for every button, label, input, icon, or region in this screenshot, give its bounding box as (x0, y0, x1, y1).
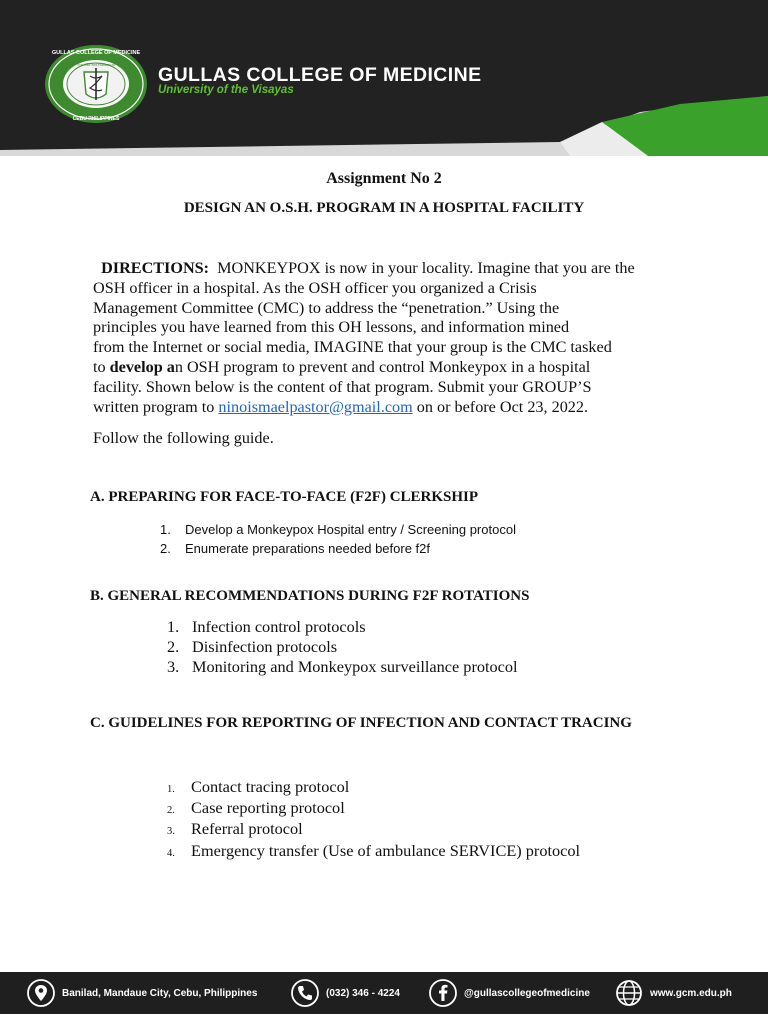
directions-line-8 (93, 398, 683, 418)
directions-line-4: principles you have learned from this OH lessons, and information mined (93, 318, 570, 337)
footer-social (428, 972, 590, 1014)
footer-website (614, 972, 732, 1014)
directions-text-1: MONKEYPOX is now in your locality. Imagine that you are the (217, 259, 635, 277)
phone-icon (290, 978, 320, 1008)
list-item-number: 4. (167, 847, 175, 859)
seal-ring-text-bottom: CEBU PHILIPPINES (72, 116, 120, 122)
list-item (167, 842, 580, 863)
college-seal-logo (44, 44, 148, 124)
section-c-list (167, 778, 580, 863)
directions-bold-develop: develop a (109, 357, 175, 376)
location-pin-icon (26, 978, 56, 1008)
list-item-text: Emergency transfer (Use of ambulance SERVICE) protocol (191, 840, 581, 860)
list-item-text: Monitoring and Monkeypox surveillance protocol (192, 657, 518, 676)
list-item-text: Contact tracing protocol (191, 777, 350, 796)
list-item-text: Enumerate preparations needed before f2f (185, 541, 431, 556)
section-a-heading: A. PREPARING FOR FACE-TO-FACE (F2F) CLERKSHIP (90, 489, 479, 505)
seal-ring-text-top: GULLAS COLLEGE OF MEDICINE (51, 50, 141, 56)
footer-social-text: @gullascollegeofmedicine (464, 987, 590, 999)
directions-line-3: Management Committee (CMC) to address the “penetration.” Using the (93, 298, 560, 317)
footer-website-text: www.gcm.edu.ph (650, 987, 732, 999)
directions-text-8b: on or before Oct 23, 2022. (412, 397, 589, 416)
college-subtitle: University of the Visayas (158, 84, 294, 96)
list-item (160, 520, 516, 539)
directions-paragraph (93, 259, 683, 417)
directions-text-8a: written program to (93, 397, 219, 416)
directions-label: DIRECTIONS: (101, 259, 210, 277)
list-item (167, 617, 518, 637)
list-item (167, 657, 518, 677)
follow-guide-text: Follow the following guide. (93, 429, 274, 447)
assignment-number: Assignment No 2 (326, 170, 442, 187)
footer-phone-text: (032) 346 - 4224 (326, 987, 400, 999)
list-item-number: 1. (167, 784, 175, 795)
list-item (167, 637, 518, 657)
seal-inner-text: Non Sibi Sed Humanitati (76, 63, 116, 67)
list-item-text: Develop a Monkeypox Hospital entry / Screening protocol (185, 522, 516, 537)
directions-line-7: facility. Shown below is the content of that program. Submit your GROUP’S (93, 377, 592, 396)
list-item-text: Case reporting protocol (191, 798, 345, 818)
submission-email-link[interactable]: ninoismaelpastor@gmail.com (218, 397, 413, 416)
letterhead-footer (0, 972, 768, 1014)
section-a-list (160, 520, 516, 558)
directions-text-6a: to (93, 357, 110, 376)
section-b-heading: B. GENERAL RECOMMENDATIONS DURING F2F ROTATIONS (90, 588, 530, 604)
directions-line-1 (93, 259, 683, 279)
college-name: GULLAS COLLEGE OF MEDICINE (158, 64, 482, 86)
list-item-text: Infection control protocols (192, 617, 366, 636)
list-item-number: 3. (167, 826, 175, 838)
globe-icon (614, 978, 644, 1008)
list-item-text: Referral protocol (191, 819, 303, 839)
assignment-title: DESIGN AN O.S.H. PROGRAM IN A HOSPITAL FACILITY (183, 200, 585, 216)
list-item (167, 778, 580, 799)
footer-address-text: Banilad, Mandaue City, Cebu, Philippines (62, 987, 258, 999)
directions-text-6b: n OSH program to prevent and control Monkeypox in a hospital (174, 357, 591, 376)
list-item-number: 1. (167, 617, 180, 636)
section-c-heading: C. GUIDELINES FOR REPORTING OF INFECTION AND CONTACT TRACING (90, 715, 632, 731)
list-item-number: 1. (160, 522, 171, 537)
section-b-list (167, 617, 518, 677)
list-item-number: 2. (167, 637, 180, 656)
directions-line-2: OSH officer in a hospital. As the OSH officer you organized a Crisis (93, 278, 537, 297)
directions-line-5: from the Internet or social media, IMAGINE that your group is the CMC tasked (93, 338, 612, 357)
footer-phone (290, 972, 400, 1014)
list-item-number: 3. (167, 657, 180, 676)
list-item (167, 820, 580, 841)
facebook-icon (428, 978, 458, 1008)
footer-address (26, 972, 257, 1014)
directions-line-6 (93, 358, 683, 378)
list-item-number: 2. (160, 541, 171, 556)
list-item-text: Disinfection protocols (192, 637, 338, 656)
letterhead-banner (0, 0, 768, 156)
list-item (160, 539, 516, 558)
list-item (167, 799, 580, 820)
list-item-number: 2. (167, 805, 175, 817)
